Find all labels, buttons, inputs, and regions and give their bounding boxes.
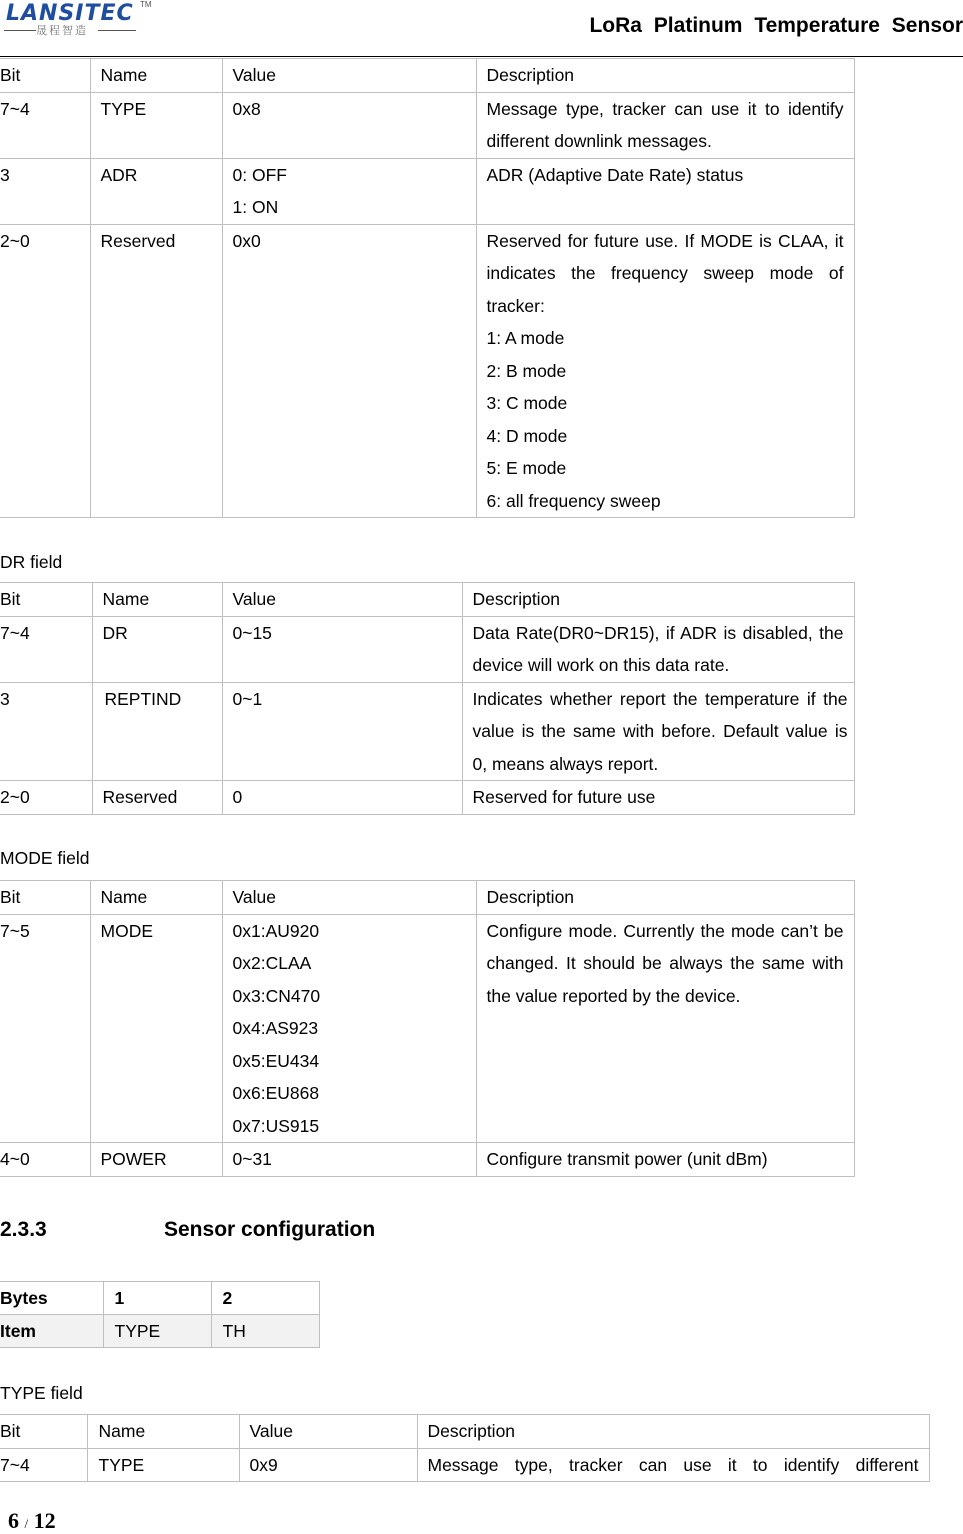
header-description: Description <box>417 1415 929 1449</box>
table-row <box>0 1282 319 1315</box>
table-row <box>0 1315 319 1348</box>
cell-name: TYPE <box>90 92 222 158</box>
cell-name: Reserved <box>90 224 222 518</box>
cell-description <box>476 92 854 158</box>
value-line: 0x0 <box>232 230 261 251</box>
description-text: Reserved for future use. If MODE is CLAA, it indicates the frequency sweep mode of tracker: <box>486 230 844 316</box>
header-bit: Bit <box>0 881 90 915</box>
cell-value: 0~1 <box>222 682 462 781</box>
cell-value <box>222 92 476 158</box>
value-line: 0x5:EU434 <box>232 1050 320 1071</box>
cell-name: POWER <box>90 1143 222 1177</box>
cell-name: Reserved <box>92 781 222 815</box>
page-separator: / <box>24 1516 29 1531</box>
mode-field-label: MODE field <box>0 848 90 868</box>
sensor-config-table <box>0 1281 320 1348</box>
table-row <box>0 158 854 224</box>
page-number <box>8 1508 56 1534</box>
value-line: 0x7:US915 <box>232 1115 320 1136</box>
cell-name: ADR <box>90 158 222 224</box>
cell-value: 0x9 <box>239 1448 417 1482</box>
header-name: Name <box>90 881 222 915</box>
value-line: 0~31 <box>232 1149 272 1169</box>
value-line: 0x3:CN470 <box>232 985 321 1006</box>
page-total: 12 <box>33 1508 56 1533</box>
cell-bit: 7~4 <box>0 616 92 682</box>
cell-description: Indicates whether report the temperature if the value is the same with before. Default value is 0, means always report. <box>462 682 854 781</box>
lansitec-logo <box>2 0 152 40</box>
value-line: 1: ON <box>232 197 279 217</box>
downlink-config-table <box>0 58 855 518</box>
cell-value: 0~15 <box>222 616 462 682</box>
logo-rule-left <box>4 30 36 31</box>
header-description: Description <box>462 583 854 617</box>
cell-name: TYPE <box>87 1448 239 1482</box>
table-row <box>0 92 854 158</box>
cell-item-th: TH <box>211 1315 319 1348</box>
cell-byte-2: 2 <box>211 1282 319 1315</box>
logo-rule-right <box>98 30 136 31</box>
cell-bit: 7~5 <box>0 914 90 1143</box>
document-title: LoRa Platinum Temperature Sensor <box>589 14 963 37</box>
table-row <box>0 781 854 815</box>
header-description: Description <box>476 59 854 93</box>
description-line: 3: C mode <box>486 393 568 413</box>
cell-bit: 2~0 <box>0 224 90 518</box>
header-bit: Bit <box>0 59 90 93</box>
mode-field-table <box>0 880 855 1177</box>
type-field-table <box>0 1414 930 1482</box>
table-row <box>0 682 854 781</box>
cell-description <box>476 158 854 224</box>
value-line: 0x4:AS923 <box>232 1018 319 1038</box>
logo-subtitle: 晟程智造 <box>36 25 88 37</box>
description-text: Message type, tracker can use it to identify different downlink messages. <box>486 98 844 151</box>
type-field-label: TYPE field <box>0 1383 83 1403</box>
cell-description: Configure transmit power (unit dBm) <box>476 1143 854 1177</box>
value-line: 0x1:AU920 <box>232 920 320 941</box>
table-row <box>0 224 854 518</box>
logo-wordmark: LANSITEC <box>6 1 134 26</box>
header-description: Description <box>476 881 854 915</box>
cell-value <box>222 1143 476 1177</box>
cell-bit: 4~0 <box>0 1143 90 1177</box>
table-header-row <box>0 1415 929 1449</box>
cell-name: DR <box>92 616 222 682</box>
dr-field-table <box>0 582 855 815</box>
cell-bit: 2~0 <box>0 781 92 815</box>
table-row <box>0 616 854 682</box>
section-number: 2.3.3 <box>0 1218 47 1241</box>
cell-bytes-label: Bytes <box>0 1282 103 1315</box>
header-value: Value <box>239 1415 417 1449</box>
cell-description: Message type, tracker can use it to identify different <box>417 1448 929 1482</box>
cell-value <box>222 158 476 224</box>
header-bit: Bit <box>0 583 92 617</box>
dr-field-label: DR field <box>0 552 63 572</box>
header-value: Value <box>222 583 462 617</box>
description-line: 1: A mode <box>486 328 565 348</box>
header-name: Name <box>90 59 222 93</box>
cell-bit: 3 <box>0 158 90 224</box>
value-line: 0x6:EU868 <box>232 1083 320 1103</box>
trademark-mark: TM <box>140 0 152 9</box>
description-line: 5: E mode <box>486 458 567 478</box>
table-header-row <box>0 59 854 93</box>
table-header-row <box>0 583 854 617</box>
section-title: Sensor configuration <box>164 1218 376 1241</box>
header-rule <box>0 56 963 57</box>
cell-name: MODE <box>90 914 222 1143</box>
cell-bit: 7~4 <box>0 92 90 158</box>
cell-description <box>476 224 854 518</box>
table-row <box>0 1143 854 1177</box>
cell-item-label: Item <box>0 1315 103 1348</box>
cell-value: 0 <box>222 781 462 815</box>
header-bit: Bit <box>0 1415 87 1449</box>
header-name: Name <box>92 583 222 617</box>
cell-description: Reserved for future use <box>462 781 854 815</box>
header-value: Value <box>222 59 476 93</box>
table-row <box>0 1448 929 1482</box>
cell-bit: 3 <box>0 682 92 781</box>
cell-value <box>222 914 476 1143</box>
table-row <box>0 914 854 1143</box>
value-line: 0x8 <box>232 98 261 119</box>
cell-name: REPTIND <box>92 682 222 781</box>
cell-bit: 7~4 <box>0 1448 87 1482</box>
description-line: 2: B mode <box>486 360 567 381</box>
description-line: 4: D mode <box>486 425 568 446</box>
cell-byte-1: 1 <box>103 1282 211 1315</box>
page-current: 6 <box>8 1508 19 1533</box>
description-line: 6: all frequency sweep <box>486 490 661 511</box>
value-line: 0: OFF <box>232 164 287 185</box>
header-name: Name <box>87 1415 239 1449</box>
header-value: Value <box>222 881 476 915</box>
table-header-row <box>0 881 854 915</box>
cell-description: Configure mode. Currently the mode can’t be changed. It should be always the same with the value reported by the device. <box>476 914 854 1143</box>
cell-item-type: TYPE <box>103 1315 211 1348</box>
cell-description: Data Rate(DR0~DR15), if ADR is disabled, the device will work on this data rate. <box>462 616 854 682</box>
description-text: ADR (Adaptive Date Rate) status <box>486 164 744 185</box>
cell-value <box>222 224 476 518</box>
value-line: 0x2:CLAA <box>232 953 312 973</box>
